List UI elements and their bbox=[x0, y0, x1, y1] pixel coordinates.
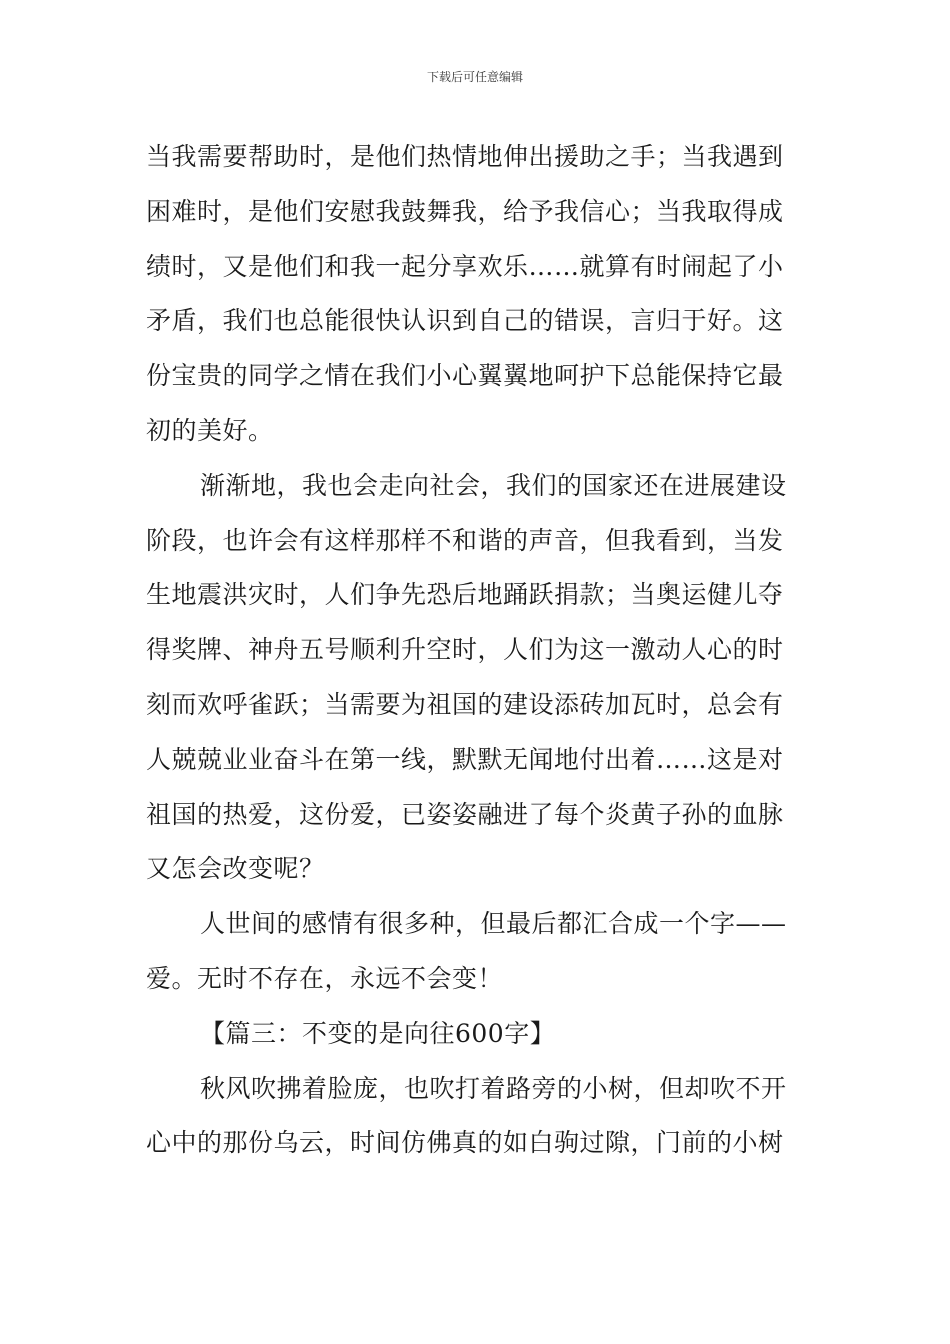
text-line: 渐渐地，我也会走向社会，我们的国家还在进展建设 bbox=[200, 470, 787, 500]
text-line: 人兢兢业业奋斗在第一线，默默无闻地付出着……这是对 bbox=[146, 744, 784, 774]
text-line: 得奖牌、神舟五号顺利升空时，人们为这一激动人心的时 bbox=[146, 635, 784, 665]
text-line: 祖国的热爱，这份爱，已姿姿融进了每个炎黄子孙的血脉 bbox=[146, 799, 784, 829]
page-header-note: 下载后可任意编辑 bbox=[426, 70, 523, 84]
text-line: 人世间的感情有很多种，但最后都汇合成一个字—— bbox=[200, 909, 787, 939]
text-line: 份宝贵的同学之情在我们小心翼翼地呵护下总能保持它最 bbox=[146, 361, 784, 391]
document-body bbox=[146, 130, 810, 1171]
text-line: 刻而欢呼雀跃；当需要为祖国的建设添砖加瓦时，总会有 bbox=[146, 689, 784, 719]
text-line: 生地震洪灾时，人们争先恐后地踊跃捐款；当奥运健儿夺 bbox=[146, 580, 784, 610]
text-line: 矛盾，我们也总能很快认识到自己的错误，言归于好。这 bbox=[146, 306, 784, 336]
text-line: 爱。无时不存在，永远不会变！ bbox=[146, 963, 504, 993]
text-line: 初的美好。 bbox=[146, 415, 274, 445]
section-heading: 【篇三：不变的是向往600字】 bbox=[200, 1018, 556, 1048]
text-line: 秋风吹拂着脸庞，也吹打着路旁的小树，但却吹不开 bbox=[200, 1073, 787, 1103]
text-line: 心中的那份乌云，时间仿佛真的如白驹过隙，门前的小树 bbox=[146, 1128, 784, 1158]
text-line: 当我需要帮助时，是他们热情地伸出援助之手；当我遇到 bbox=[146, 142, 784, 171]
text-line: 困难时，是他们安慰我鼓舞我，给予我信心；当我取得成 bbox=[146, 196, 784, 226]
text-line: 绩时，又是他们和我一起分享欢乐……就算有时闹起了小 bbox=[146, 251, 784, 281]
text-line: 阶段，也许会有这样那样不和谐的声音，但我看到，当发 bbox=[146, 525, 784, 555]
text-line: 又怎会改变呢？ bbox=[146, 854, 325, 884]
